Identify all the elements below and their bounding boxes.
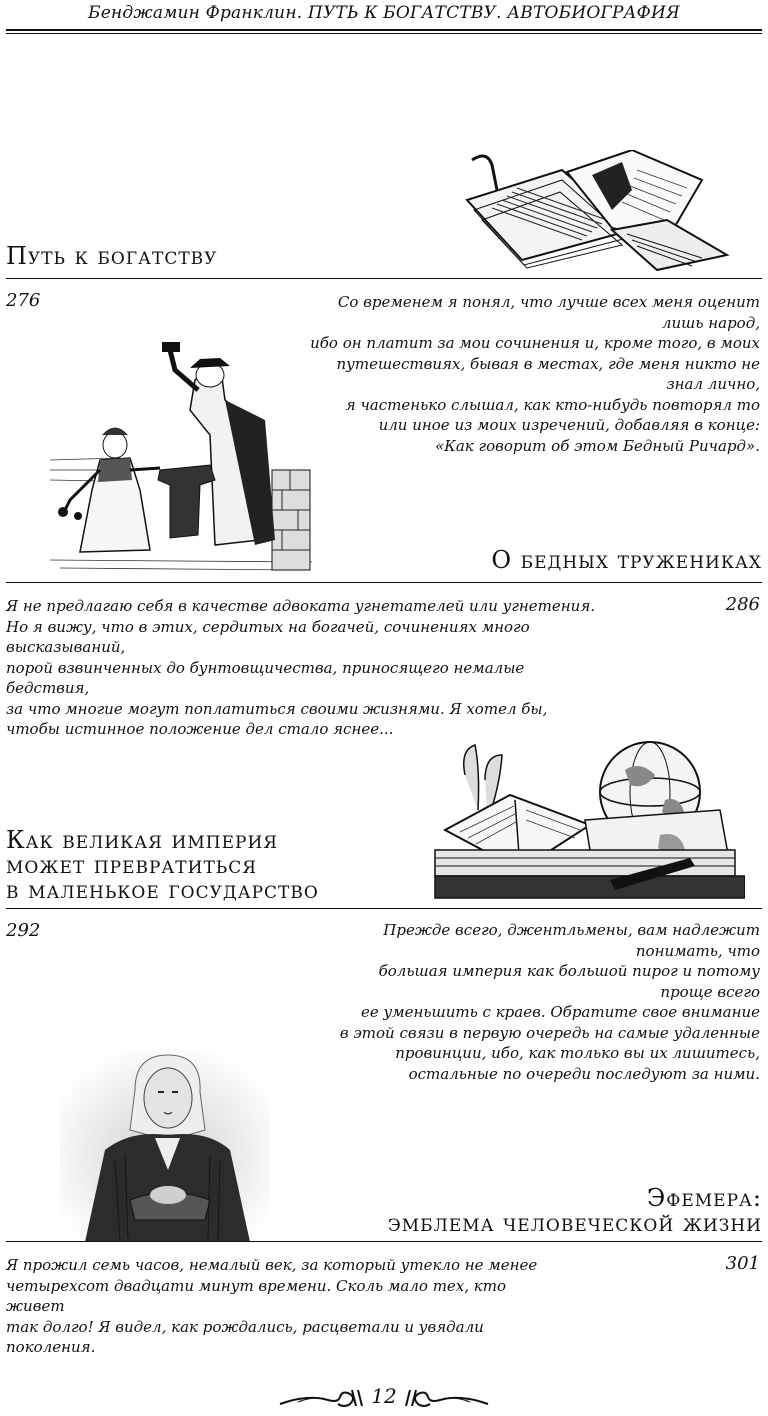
section-heading-ephemera-line1: Эфемера: [646,1184,762,1212]
section-rule [6,1241,762,1242]
blacksmith-illustration [50,340,312,580]
page-footer [0,1376,768,1412]
open-books-illustration [462,150,732,272]
page-ref-292: 292 [6,920,41,941]
section-heading-ephemera [388,1186,762,1236]
running-header-title: Бенджамин Франклин. ПУТЬ К БОГАТСТВУ. АВТОБИОГРАФИЯ [88,3,680,23]
section-heading-poor-workers: О бедных тружениках [491,546,762,574]
header-rule [6,29,762,31]
excerpt-ephemera: Я прожил семь часов, немалый век, за который утекло не менее четырехсот двадцати минут времени. Сколь мало тех, кто живет так долго! Я видел, как рождались, расцветали и увядали поколения. [6,1256,538,1356]
section-heading-empire-line3: в маленькое государство [6,876,319,904]
section-heading-path-to-wealth: Путь к богатству [6,242,218,270]
excerpt-poor-workers: Я не предлагаю себя в качестве адвоката угнетателей или угнетения. Но я вижу, что в этих, сердитых на богачей, сочинениях много высказываний, порой взвинченных до бунтовщичества, приносящего немалые бедствия, за что многие могут поплатиться своими жизнями. Я хотел бы, чтобы истинное положение дел стало яснее... [6,597,596,738]
page-ref-301: 301 [725,1253,760,1274]
section-heading-empire-line2: может превратиться [6,851,257,879]
section-heading-empire-line1: Как великая империя [6,826,278,854]
franklin-portrait-illustration [60,1050,270,1242]
section-rule [6,908,762,909]
page-ref-276: 276 [6,290,41,311]
running-header [0,0,768,34]
page-ref-286: 286 [725,594,760,615]
excerpt-empire: Прежде всего, джентльмены, вам надлежит понимать, что большая империя как большой пирог и потому проще всего ее уменьшить с краев. Обратите свое внимание в этой связи в первую очередь на самые удаленные провинции, ибо, как только вы их лишитесь, остальные по очереди последуют за ними. [339,921,760,1083]
globe-books-illustration [430,740,745,902]
section-heading-ephemera-line2: эмблема человеческой жизни [387,1209,762,1237]
header-rule-thin [6,33,762,34]
section-rule [6,278,762,279]
section-heading-empire [6,828,319,903]
page-number: 12 [371,1384,397,1408]
section-rule [6,582,762,583]
excerpt-path-to-wealth: Со временем я понял, что лучше всех меня оценит лишь народ, ибо он платит за мои сочинения и, кроме того, в моих путешествиях, бывая в местах, где меня никто не знал лично, я частенько слышал, как кто-нибудь повторял то или иное из моих изречений, добавляя в конце: «Как говорит об этом Бедный Ричард». [310,293,760,455]
